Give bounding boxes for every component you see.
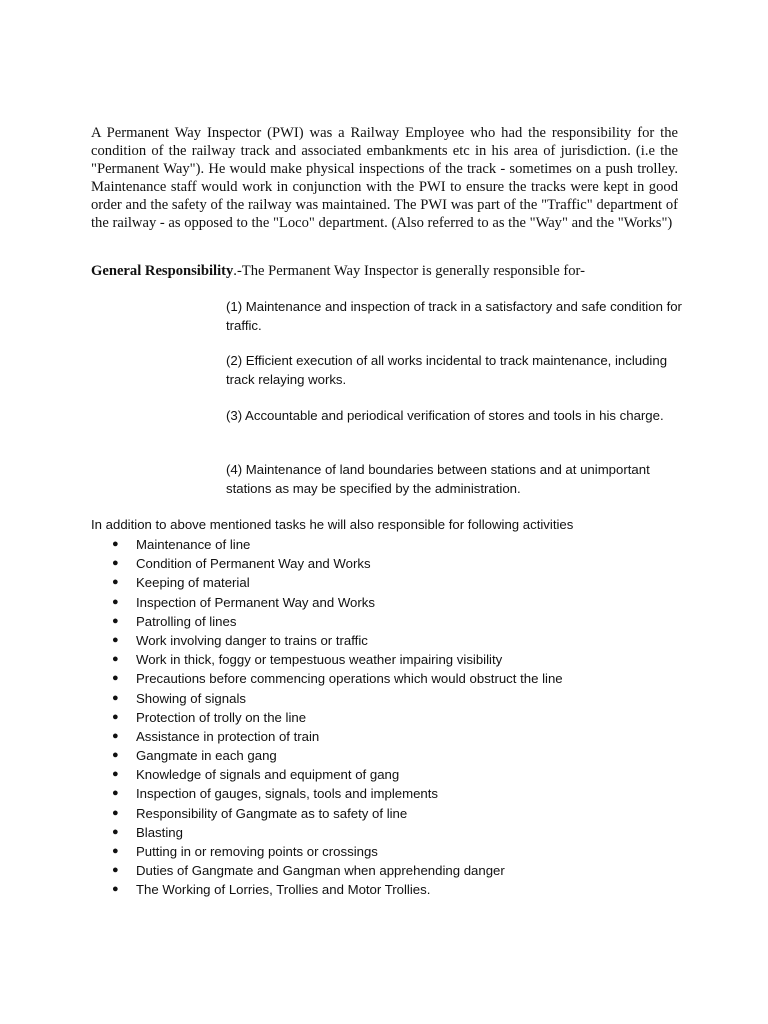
- bullet-icon: ●: [112, 825, 119, 838]
- general-responsibility: [91, 262, 691, 280]
- responsibility-item: (3) Accountable and periodical verification of stores and tools in his charge.: [226, 408, 664, 423]
- bullet-icon: ●: [112, 768, 119, 781]
- activity-text: Keeping of material: [136, 575, 250, 591]
- activity-text: Showing of signals: [136, 690, 246, 706]
- list-item: [0, 612, 768, 631]
- bullet-icon: ●: [112, 557, 119, 570]
- activity-text: Condition of Permanent Way and Works: [136, 556, 371, 572]
- bullet-icon: ●: [112, 633, 119, 646]
- activity-text: Patrolling of lines: [136, 613, 237, 629]
- activity-text: Duties of Gangmate and Gangman when apprehending danger: [136, 863, 505, 879]
- responsibility-item: (1) Maintenance and inspection of track in a satisfactory and safe condition for traffic.: [226, 299, 682, 333]
- activity-text: Inspection of Permanent Way and Works: [136, 594, 375, 610]
- bullet-icon: ●: [112, 614, 119, 627]
- list-item: [0, 784, 768, 803]
- bullet-icon: ●: [112, 538, 119, 550]
- activity-text: Gangmate in each gang: [136, 748, 277, 764]
- activities-list: [0, 535, 768, 900]
- list-item: [0, 727, 768, 746]
- general-responsibility-text: .-The Permanent Way Inspector is generally responsible for-: [233, 263, 585, 279]
- bullet-icon: ●: [112, 576, 119, 589]
- activity-text: Assistance in protection of train: [136, 728, 320, 744]
- list-item: [0, 593, 768, 612]
- list-item: [0, 554, 768, 573]
- activity-text: Blasting: [136, 824, 183, 840]
- bullet-icon: ●: [112, 595, 119, 608]
- list-item: [0, 861, 768, 880]
- activity-text: Precautions before commencing operations which would obstruct the line: [136, 671, 563, 687]
- bullet-icon: ●: [112, 691, 119, 704]
- bullet-icon: ●: [112, 787, 119, 800]
- list-item: [0, 650, 768, 669]
- list-item: [0, 669, 768, 688]
- activity-text: Protection of trolly on the line: [136, 709, 307, 725]
- additional-activities-intro: In addition to above mentioned tasks he will also responsible for following activities: [91, 517, 574, 532]
- bullet-icon: ●: [112, 864, 119, 877]
- list-item: [0, 804, 768, 823]
- list-item: [0, 573, 768, 592]
- activity-text: Work in thick, foggy or tempestuous weather impairing visibility: [136, 652, 503, 668]
- list-item: [0, 765, 768, 784]
- list-item: [0, 880, 768, 899]
- bullet-icon: ●: [112, 845, 119, 857]
- list-item: [0, 535, 768, 554]
- bullet-icon: ●: [112, 729, 119, 742]
- list-item: [0, 689, 768, 708]
- bullet-icon: ●: [112, 653, 119, 666]
- bullet-icon: ●: [112, 883, 119, 896]
- bullet-icon: ●: [112, 749, 119, 762]
- list-item: [0, 823, 768, 842]
- activity-text: Putting in or removing points or crossings: [136, 844, 378, 859]
- list-item: [0, 708, 768, 727]
- activity-text: Work involving danger to trains or traffic: [136, 632, 368, 648]
- activity-text: Maintenance of line: [136, 537, 251, 552]
- responsibility-item: (2) Efficient execution of all works incidental to track maintenance, including track relaying works.: [226, 353, 668, 387]
- bullet-icon: ●: [112, 710, 119, 723]
- activity-text: Knowledge of signals and equipment of gang: [136, 767, 400, 783]
- list-item: [0, 631, 768, 650]
- bullet-icon: ●: [112, 806, 119, 819]
- bullet-icon: ●: [112, 672, 119, 685]
- intro-paragraph: A Permanent Way Inspector (PWI) was a Railway Employee who had the responsibility for the condition of the railway track and associated embankments etc in his area of jurisdiction. (i.e the "Permanent Way"). He would make physical inspections of the track - sometimes on a push trolley. Maintenance staff would work in conjunction with the PWI to ensure the tracks were kept in good order and the safety of the railway was maintained. The PWI was part of the "Traffic" department of the railway - as opposed to the "Loco" department. (Also referred to as the "Way" and the "Works"): [91, 125, 678, 232]
- list-item: [0, 746, 768, 765]
- general-responsibility-heading: General Responsibility: [91, 263, 234, 279]
- list-item: [0, 842, 768, 861]
- activity-text: Responsibility of Gangmate as to safety of line: [136, 805, 408, 821]
- activity-text: Inspection of gauges, signals, tools and implements: [136, 786, 439, 802]
- activity-text: The Working of Lorries, Trollies and Motor Trollies.: [136, 882, 431, 898]
- responsibility-item: (4) Maintenance of land boundaries between stations and at unimportant stations as may be specified by the administration.: [226, 462, 650, 496]
